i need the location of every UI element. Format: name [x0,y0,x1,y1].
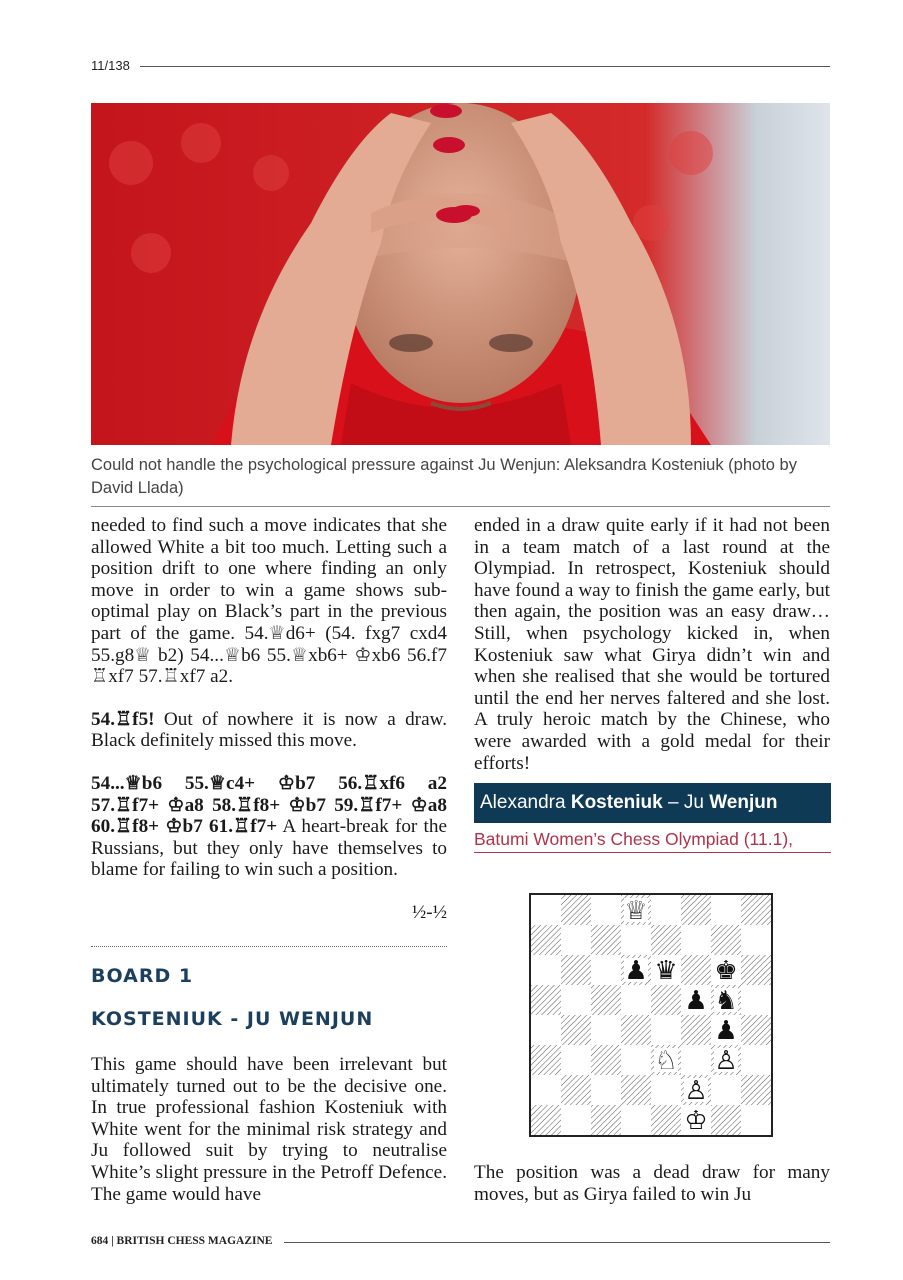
dark-square [531,1045,561,1075]
right-column: ended in a draw quite early if it had not been in a team match of a last round at the Olympiad. In retrospect, Kosteniuk should have found a way to finish the game early, but then again, the position was an easy draw… Still, when psychology kicked in, when Kosteniuk saw what Girya didn’t win and when she realised that she would be tortured until the end her nerves faltered and she lost. A truly heroic match by the Chinese, who were awarded with a gold medal for their efforts! [474,515,830,774]
dark-square [711,925,741,955]
dark-square [651,1105,681,1135]
dark-square [741,1075,771,1105]
light-square [591,1075,621,1105]
light-square [741,1105,771,1135]
light-square [561,1105,591,1135]
section-heading: BOARD 1 [91,965,194,987]
light-square [561,1045,591,1075]
chess-piece-black: ♟ [684,986,708,1016]
paragraph-move-54 [91,709,447,752]
dark-square [591,925,621,955]
chess-piece-black: ♟ [624,956,648,986]
dark-square [621,1015,651,1045]
dark-square [681,895,711,925]
move-text: 54.♖f5! [91,708,155,730]
light-square [681,925,711,955]
dark-square [591,985,621,1015]
left-column [91,515,447,924]
light-square [531,1075,561,1105]
header-rule [140,66,830,67]
paragraph-moves-54-61 [91,773,447,881]
dark-square [531,985,561,1015]
dark-square [741,955,771,985]
light-square [651,1015,681,1045]
light-square [531,955,561,985]
players-separator: – Ju [662,792,710,813]
game-event: Batumi Women’s Chess Olympiad (11.1), [474,829,831,853]
light-square [711,895,741,925]
chess-piece-black: ♛ [654,956,678,986]
dark-square [741,895,771,925]
chess-piece-white: ♕ [624,896,648,926]
white-last-name: Kosteniuk [570,792,663,813]
light-square [561,925,591,955]
page-footer: 684 | BRITISH CHESS MAGAZINE [91,1235,273,1247]
black-last-name: Wenjun [709,792,778,813]
chess-piece-black: ♚ [714,956,738,986]
game-heading: KOSTENIUK - JU WENJUN [91,1008,374,1030]
light-square [711,1075,741,1105]
move-comment: Out of nowhere it is now a draw. Black definitely missed this move. [91,708,447,752]
chess-piece-white: ♔ [684,1106,708,1135]
dark-square [681,1015,711,1045]
chess-piece-white: ♙ [684,1076,708,1106]
dark-square [681,955,711,985]
dark-square [561,1015,591,1045]
paragraph-bottom: The position was a dead draw for many moves, but as Girya failed to win Ju [474,1162,830,1205]
light-square [621,1105,651,1135]
photo-illustration [91,103,830,445]
dark-square [531,1105,561,1135]
light-square [651,1075,681,1105]
move-comment: A heart-break for the Russians, but they only have themselves to blame for failing to win such a position. [91,816,448,881]
dark-square [561,955,591,985]
caption-rule [91,506,830,507]
dark-square [591,1105,621,1135]
page-number: 11/138 [91,58,130,73]
section-divider [91,946,447,947]
chess-piece-white: ♙ [714,1046,738,1076]
light-square [621,925,651,955]
light-square [741,1045,771,1075]
footer-rule [284,1242,830,1243]
light-square [651,895,681,925]
light-square [741,985,771,1015]
photo-caption: Could not handle the psychological pressure against Ju Wenjun: Aleksandra Kosteniuk (photo by David Llada) [91,456,797,497]
paragraph-analysis: needed to find such a move indicates that she allowed White a bit too much. Letting such a position drift to one where finding an only move in order to win a game shows sub-optimal play on Black’s part in the previous part of the game. 54.♕d6+ (54. fxg7 cxd4 55.g8♕ b2) 54...♕b6 55.♕xb6+ ♔xb6 56.f7 ♖xf7 57.♖xf7 a2. [91,515,447,688]
light-square [591,1015,621,1045]
light-square [621,1045,651,1075]
dark-square [711,1105,741,1135]
light-square [591,955,621,985]
chess-diagram [529,893,773,1137]
chess-piece-black: ♞ [714,986,738,1016]
paragraph-intro: This game should have been irrelevant but ultimately turned out to be the decisive one. In true professional fashion Kosteniuk with White went for the minimal risk strategy and Ju followed suit by trying to neutralise White’s slight pressure in the Petroff Defence. The game would have [91,1054,447,1205]
game-result: ½-½ [411,901,447,923]
dark-square [621,1075,651,1105]
light-square [531,1015,561,1045]
light-square [621,985,651,1015]
light-square [561,985,591,1015]
dark-square [651,925,681,955]
chess-board [531,895,771,1135]
dark-square [591,1045,621,1075]
article-photo [91,103,830,445]
move-text: 54...♕b6 55.♕c4+ ♔b7 56.♖xf6 a2 57.♖f7+ ♔a8 58.♖f8+ ♔b7 59.♖f7+ ♔a8 60.♖f8+ ♔b7 61.♖f7+ [91,772,447,838]
light-square [741,925,771,955]
chess-piece-white: ♘ [654,1046,678,1076]
dark-square [651,985,681,1015]
dark-square [561,895,591,925]
dark-square [531,925,561,955]
game-header-bar [474,783,831,823]
white-first-name: Alexandra [480,792,571,813]
dark-square [561,1075,591,1105]
chess-piece-black: ♟ [714,1016,738,1046]
light-square [681,1045,711,1075]
light-square [591,895,621,925]
dark-square [741,1015,771,1045]
light-square [531,895,561,925]
